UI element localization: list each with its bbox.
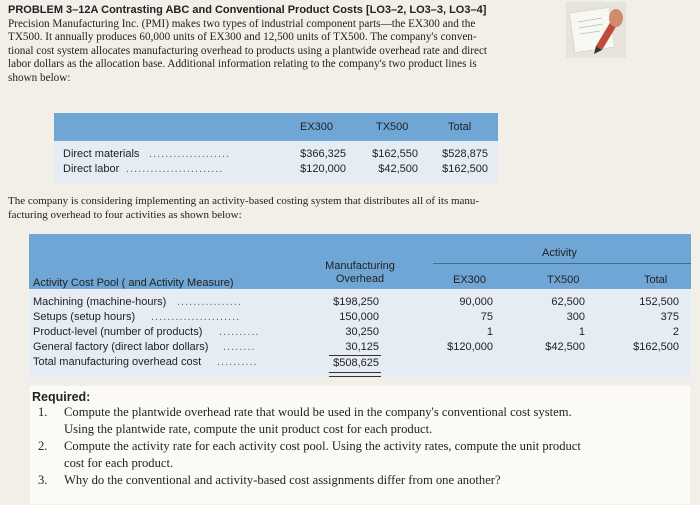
cell-ex300: 1 xyxy=(486,326,493,338)
col-ex300: EX300 xyxy=(453,274,487,286)
cell-total: 2 xyxy=(672,326,679,338)
cell-tx500: $42,500 xyxy=(378,163,418,175)
col-mfg-line1: Manufacturing xyxy=(325,260,395,272)
col-activity-pool: Activity Cost Pool ( and Activity Measure) xyxy=(33,277,234,289)
cell-total: $528,875 xyxy=(442,148,488,160)
required-item-number: 2. xyxy=(38,439,48,453)
cell-ex300: $366,325 xyxy=(300,148,346,160)
row-label: Direct labor xyxy=(63,163,120,175)
col-mfg-line2: Overhead xyxy=(335,273,385,285)
table2-header xyxy=(29,234,691,289)
row-label: General factory (direct labor dollars) xyxy=(33,341,209,353)
cell-total: 375 xyxy=(660,311,679,323)
cell-ex300: $120,000 xyxy=(300,163,346,175)
cell-tx500: $42,500 xyxy=(545,341,585,353)
required-item-text: Compute the plantwide overhead rate that would be used in the company's conventional cost system. xyxy=(64,405,572,419)
cell-mfg: $198,250 xyxy=(333,296,379,308)
row-label: Setups (setup hours) xyxy=(33,311,136,323)
cell-tx500: 300 xyxy=(566,311,585,323)
cell-ex300: 90,000 xyxy=(459,296,493,308)
pen-paper-icon xyxy=(566,2,626,58)
required-item-text: Using the plantwide rate, compute the unit product cost for each product. xyxy=(64,422,433,436)
paragraph-line: facturing overhead to four activities as shown below: xyxy=(8,208,242,221)
table1-body xyxy=(54,141,498,183)
subtotal-rule xyxy=(329,355,381,356)
required-item-number: 1. xyxy=(38,405,48,419)
paragraph-line: The company is considering implementing an activity-based costing system that distributes all of its manu- xyxy=(8,195,480,207)
col-tx500: TX500 xyxy=(547,274,580,286)
cell-tx500: $162,550 xyxy=(372,148,418,160)
leader-dots: ........ xyxy=(223,341,256,353)
table1-col-tx500: TX500 xyxy=(376,121,409,133)
problem-line: shown below: xyxy=(8,71,71,84)
cell-total: 152,500 xyxy=(639,296,679,308)
leader-dots: .................... xyxy=(149,148,231,160)
cell-mfg: 30,125 xyxy=(345,341,379,353)
problem-line: TX500. It annually produces 60,000 units of EX300 and 12,500 units of TX500. The company's conven- xyxy=(8,31,477,44)
cell-mfg: 150,000 xyxy=(339,311,379,323)
required-heading: Required: xyxy=(32,390,91,404)
required-item-text: Why do the conventional and activity-based cost assignments differ from one another? xyxy=(64,473,501,487)
cell-total: $162,500 xyxy=(633,341,679,353)
cell-total: $162,500 xyxy=(442,163,488,175)
cell-ex300: $120,000 xyxy=(447,341,493,353)
cell-mfg-total: $508,625 xyxy=(333,357,379,369)
problem-line: tional cost system allocates manufacturing overhead to products using a plantwide overhead rate and direct xyxy=(8,44,488,57)
problem-title: PROBLEM 3–12A Contrasting ABC and Conventional Product Costs [LO3–2, LO3–3, LO3–4] xyxy=(8,4,487,16)
cell-ex300: 75 xyxy=(480,311,493,323)
problem-line: labor dollars as the allocation base. Additional information relating to the company's two product lines is xyxy=(8,58,477,71)
leader-dots: .......... xyxy=(217,356,258,368)
required-item-text: cost for each product. xyxy=(64,456,174,470)
intro-paragraph xyxy=(8,195,548,222)
leader-dots: ........................ xyxy=(126,163,224,175)
required-item-text: Compute the activity rate for each activity cost pool. Using the activity rates, compute the unit product xyxy=(64,439,581,453)
table1-col-ex300: EX300 xyxy=(300,121,334,133)
table2-body xyxy=(29,289,691,377)
problem-statement xyxy=(8,4,556,86)
col-total: Total xyxy=(644,274,668,286)
table1-header xyxy=(54,113,498,141)
total-double-rule xyxy=(329,372,381,377)
row-label: Total manufacturing overhead cost xyxy=(33,356,202,368)
cell-tx500: 62,500 xyxy=(551,296,585,308)
activity-group-header: Activity xyxy=(542,247,577,259)
problem-line: Precision Manufacturing Inc. (PMI) makes two types of industrial component parts—the EX300 and the xyxy=(8,17,476,30)
required-section xyxy=(30,386,690,504)
row-label: Machining (machine-hours) xyxy=(33,296,167,308)
activity-divider xyxy=(433,263,691,264)
cell-tx500: 1 xyxy=(578,326,585,338)
row-label: Product-level (number of products) xyxy=(33,326,203,338)
leader-dots: .......... xyxy=(219,326,260,338)
cell-mfg: 30,250 xyxy=(345,326,379,338)
leader-dots: ...................... xyxy=(151,311,241,323)
table1-col-total: Total xyxy=(448,121,472,133)
row-label: Direct materials xyxy=(63,148,140,160)
required-item-number: 3. xyxy=(38,473,48,487)
leader-dots: ................ xyxy=(177,296,242,308)
